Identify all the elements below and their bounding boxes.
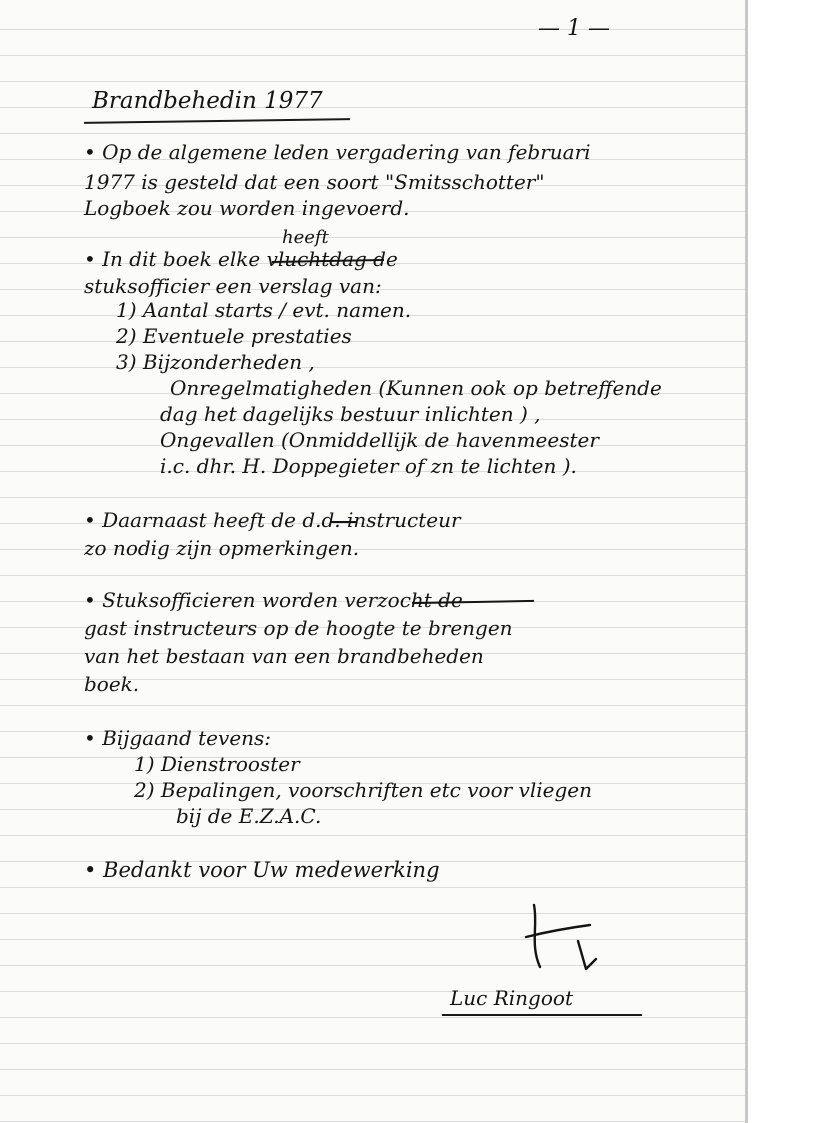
paragraph-5-line-3: 2) Bepalingen, voorschriften etc voor vliegen: [134, 778, 592, 802]
paragraph-5-line-4: bij de E.Z.A.C.: [176, 804, 322, 828]
paragraph-6-line-1: • Bedankt voor Uw medewerking: [84, 858, 440, 882]
signature-mark: [520, 895, 610, 985]
paragraph-2-inserted-word: heeft: [282, 227, 329, 248]
paragraph-2-line-1: • In dit boek elke vluchtdag de: [84, 247, 398, 271]
paragraph-2-line-2: stuksofficier een verslag van:: [84, 274, 382, 298]
paragraph-2-line-3: 1) Aantal starts / evt. namen.: [116, 298, 412, 322]
paragraph-4-line-2: gast instructeurs op de hoogte te brengen: [84, 616, 513, 640]
paragraph-2-line-6: Onregelmatigheden (Kunnen ook op betreffende: [170, 376, 662, 400]
signature-underline: [442, 1014, 642, 1016]
paragraph-2-line-5: 3) Bijzonderheden ,: [116, 350, 315, 374]
paragraph-1-line-2: 1977 is gesteld dat een soort "Smitsschotter": [84, 170, 545, 194]
paragraph-2-line-4: 2) Eventuele prestaties: [116, 324, 352, 348]
paragraph-3-line-2: zo nodig zijn opmerkingen.: [84, 536, 360, 560]
page-edge: [745, 0, 748, 1123]
paragraph-5-line-1: • Bijgaand tevens:: [84, 726, 272, 750]
paragraph-5-line-2: 1) Dienstrooster: [134, 752, 300, 776]
paragraph-2-line-7: dag het dagelijks bestuur inlichten ) ,: [160, 402, 541, 426]
paragraph-1-line-1: • Op de algemene leden vergadering van februari: [84, 140, 591, 164]
paragraph-2-line-9: i.c. dhr. H. Doppegieter of zn te lichten ).: [160, 454, 577, 478]
page-number: — 1 —: [538, 16, 610, 41]
page-title: Brandbehedin 1977: [92, 88, 323, 114]
signature-name: Luc Ringoot: [450, 986, 573, 1010]
paragraph-2-line-8: Ongevallen (Onmiddellijk de havenmeester: [160, 428, 599, 452]
paragraph-4-line-4: boek.: [84, 672, 140, 696]
paragraph-4-line-1: • Stuksofficieren worden verzocht de: [84, 588, 463, 612]
paragraph-3-line-1: • Daarnaast heeft de d.d. instructeur: [84, 508, 461, 532]
paragraph-1-line-3: Logboek zou worden ingevoerd.: [84, 196, 410, 220]
paragraph-4-line-3: van het bestaan van een brandbeheden: [84, 644, 484, 668]
